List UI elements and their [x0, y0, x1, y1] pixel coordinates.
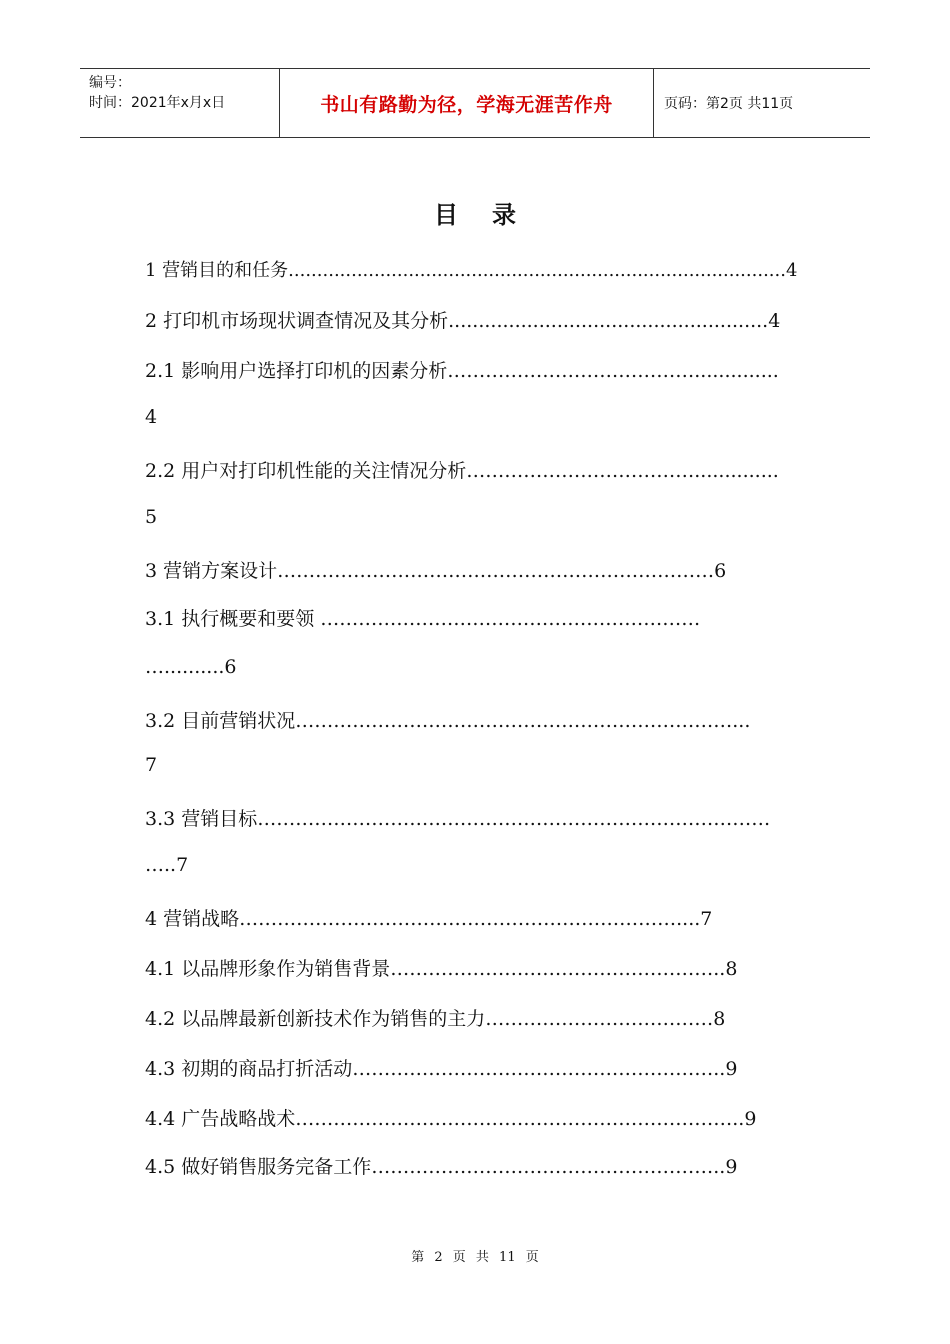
toc-entry: 2.1 影响用户选择打印机的因素分析………………………………….............. — [145, 360, 779, 382]
toc-entry: 3.1 执行概要和要领 …………………………………………………… — [145, 608, 701, 630]
toc-entry: 2.2 用户对打印机性能的关注情况分析……………………………….............. — [145, 460, 779, 482]
number-label: 编号： — [89, 75, 131, 91]
toc-entry: 4.3 初期的商品打折活动…………………………………………………..9 — [145, 1058, 738, 1080]
toc-entry: 4 — [145, 406, 158, 428]
page-footer: 第 2 页 共 11 页 — [411, 1250, 539, 1265]
toc-entry: …..........6 — [145, 656, 237, 678]
toc-entry: 4.5 做好销售服务完备工作………………………………………………..9 — [145, 1156, 738, 1178]
header-motto: 书山有路勤为径，学海无涯苦作舟 — [280, 69, 654, 137]
toc-entry: 4 营销战略……………………………………………………………....7 — [145, 908, 713, 930]
time-label: 时间：2021年x月x日 — [89, 95, 226, 111]
toc-entry: 3.3 营销目标……………………………………………………………………… — [145, 808, 771, 830]
toc-entry: 1 营销目的和任务.......................................................................................4 — [145, 260, 798, 281]
toc-entry: …..7 — [145, 854, 189, 876]
header-page-info: 页码：第2页 共11页 — [664, 96, 794, 112]
toc-entry: 4.4 广告战略战术……………………………………………………………..9 — [145, 1108, 757, 1130]
toc-entry: 5 — [145, 506, 158, 528]
toc-entry: 7 — [145, 754, 158, 776]
header-meta — [80, 69, 280, 137]
toc-entry: 3 营销方案设计……………………………………………………………6 — [145, 560, 727, 582]
page-header — [80, 68, 870, 138]
toc-entry: 2 打印机市场现状调查情况及其分析.....................................................4 — [145, 310, 781, 332]
toc-entry: 4.1 以品牌形象作为销售背景……………………………………………..8 — [145, 958, 738, 980]
toc-title: 目录 — [434, 201, 550, 229]
toc-entry: 4.2 以品牌最新创新技术作为销售的主力………………………………8 — [145, 1008, 726, 1030]
toc-entry: 3.2 目前营销状况……………………………………………………………... — [145, 710, 751, 732]
